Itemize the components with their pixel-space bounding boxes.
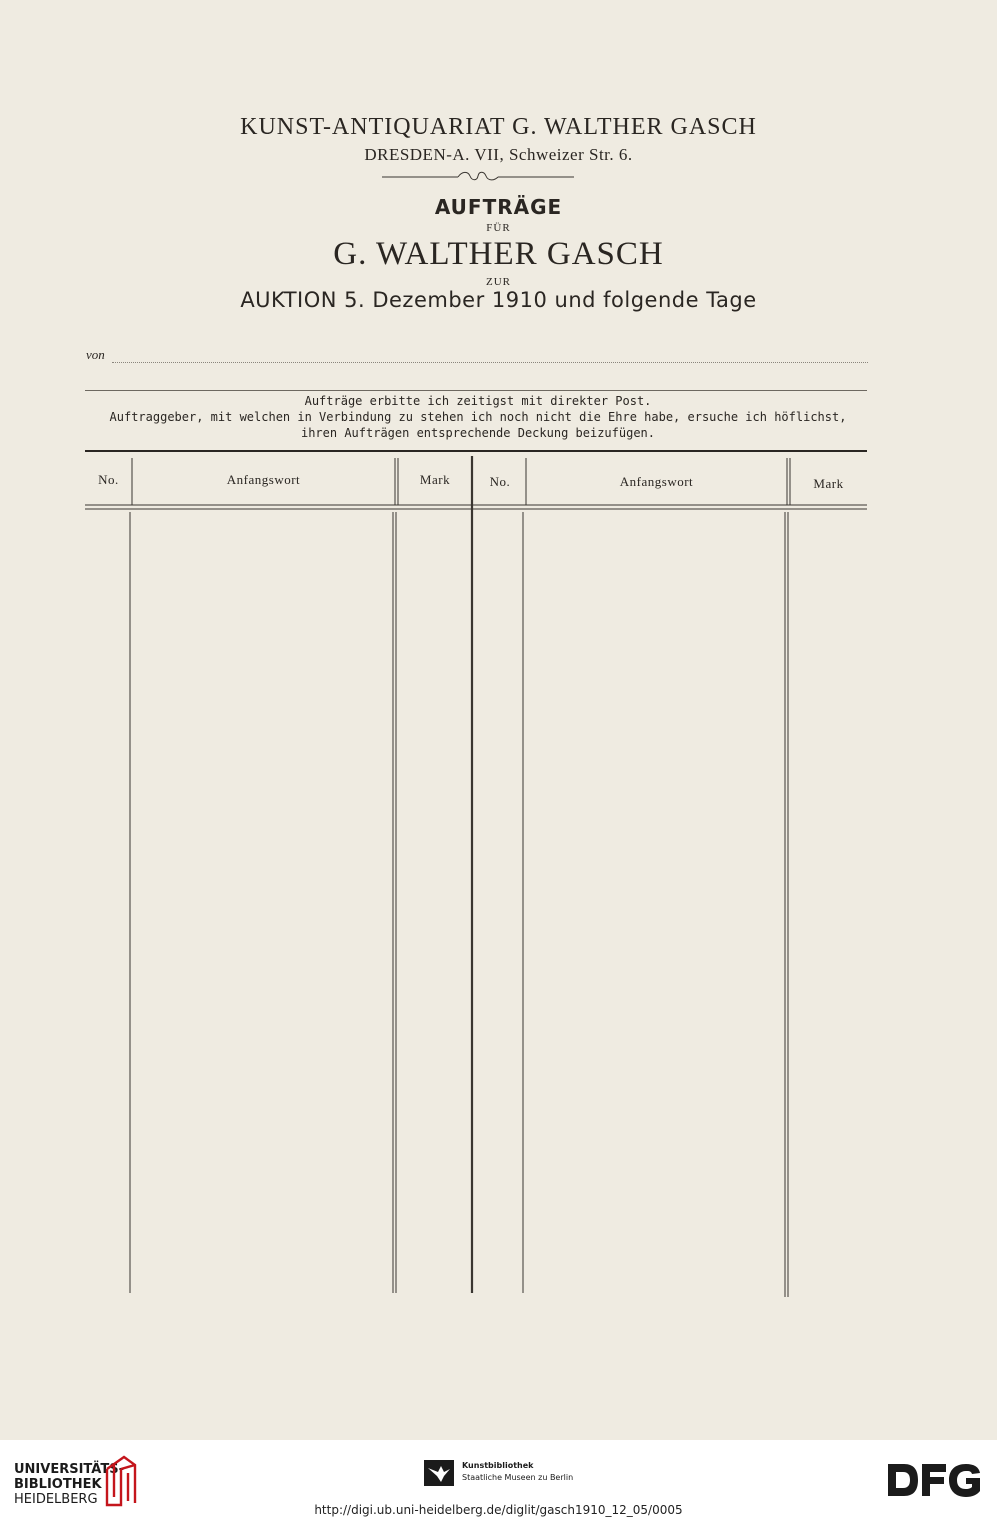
kunstbibliothek-eagle-icon <box>424 1460 454 1486</box>
permalink-url[interactable]: http://digi.ub.uni-heidelberg.de/diglit/gasch1910_12_05/0005 <box>314 1503 683 1517</box>
dfg-logo-icon[interactable] <box>886 1460 982 1500</box>
dealer-name: G. WALTHER GASCH <box>333 236 664 272</box>
column-header-anfangswort-right: Anfangswort <box>619 474 694 489</box>
von-label: von <box>86 347 105 362</box>
ub-line-1: UNIVERSITÄTS- <box>14 1462 124 1477</box>
column-header-no-right: No. <box>489 474 511 489</box>
subtitle-zur: ZUR <box>486 276 511 288</box>
kb-line-2: Staatliche Museen zu Berlin <box>462 1473 574 1482</box>
ub-line-2: BIBLIOTHEK <box>14 1477 102 1492</box>
column-header-no-left: No. <box>98 472 119 487</box>
auction-date: AUKTION 5. Dezember 1910 und folgende Tage <box>240 288 757 312</box>
kb-line-1: Kunstbibliothek <box>462 1461 534 1470</box>
firm-name: KUNST-ANTIQUARIAT G. WALTHER GASCH <box>240 114 757 140</box>
column-header-mark-left: Mark <box>419 472 451 487</box>
title-auftraege: AUFTRÄGE <box>434 195 563 219</box>
notice-line-1: Aufträge erbitte ich zeitigst mit direkter Post. <box>304 394 652 408</box>
ub-heidelberg-logo-icon <box>104 1455 138 1507</box>
notice-line-3: ihren Aufträgen entsprechende Deckung beizufügen. <box>300 426 655 440</box>
column-header-mark-right: Mark <box>813 476 844 491</box>
notice-line-2: Auftraggeber, mit welchen in Verbindung zu stehen ich noch nicht die Ehre habe, ersuche ich höflichst, <box>109 410 847 424</box>
firm-address: DRESDEN-A. VII, Schweizer Str. 6. <box>364 145 633 164</box>
ub-line-3: HEIDELBERG <box>14 1492 98 1507</box>
subtitle-fuer: FÜR <box>486 222 511 234</box>
column-header-anfangswort-left: Anfangswort <box>226 472 301 487</box>
kunstbibliothek-label[interactable] <box>462 1460 573 1484</box>
